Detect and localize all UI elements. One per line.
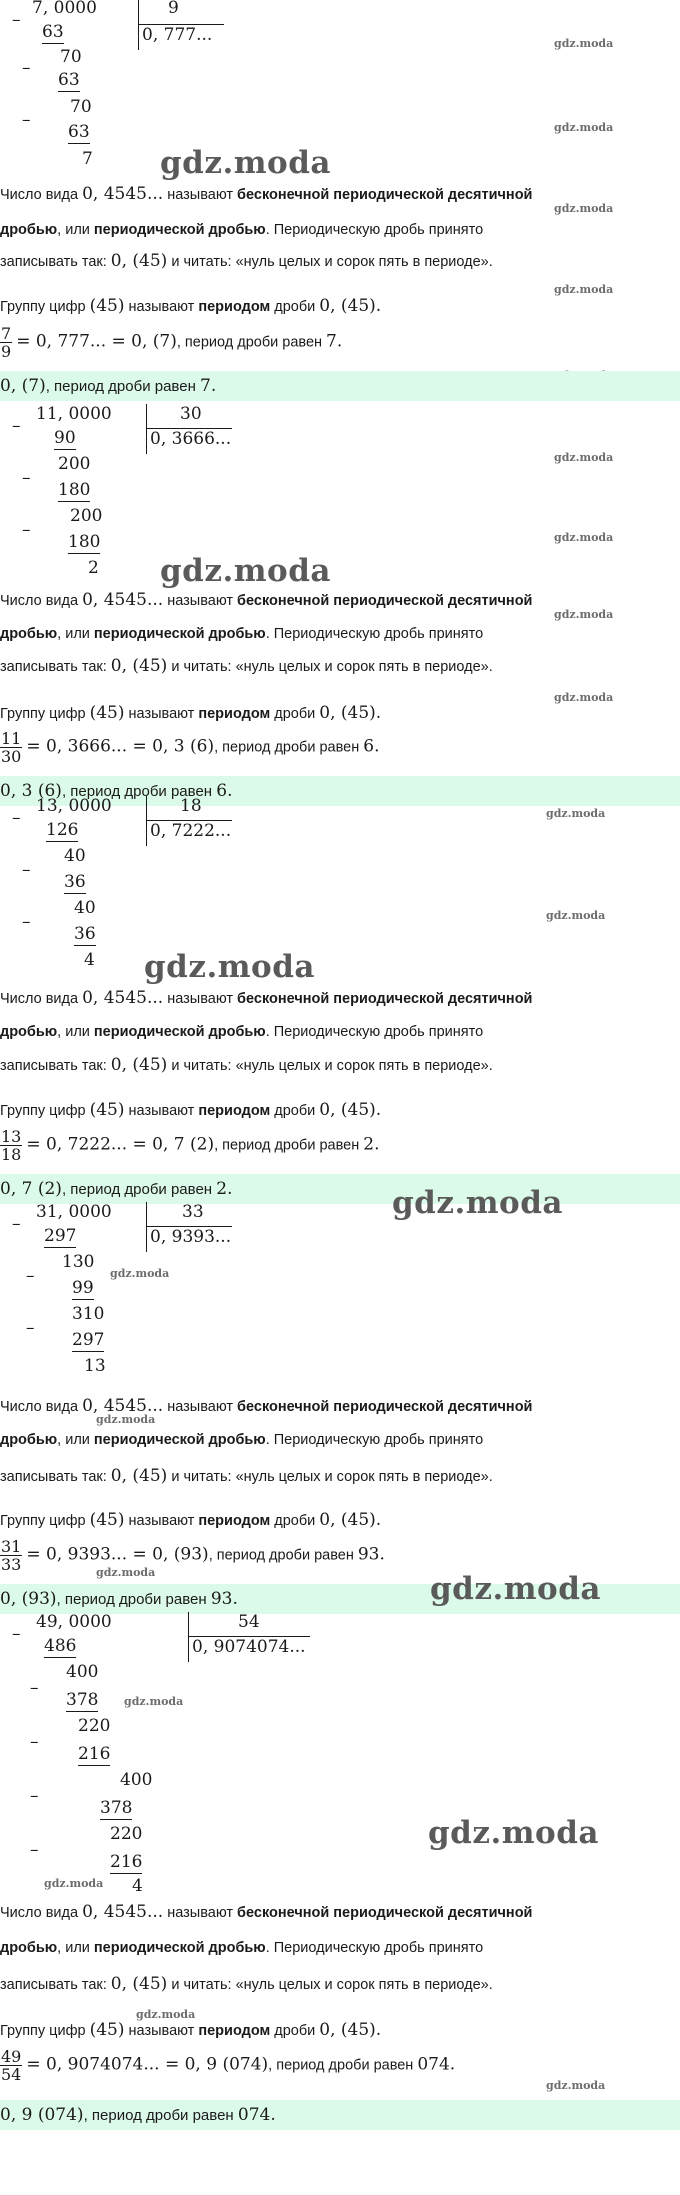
step: 400 [120, 1770, 153, 1790]
definition-line-4: Группу цифр (45) называют периодом дроби 0, (45). [0, 703, 382, 723]
long-division-3 [0, 796, 680, 976]
long-division-1 [0, 0, 680, 180]
answer-2: 0, 3 (6), период дроби равен 6. [0, 776, 680, 806]
step: 400 [66, 1662, 99, 1682]
division-bar [138, 0, 139, 50]
minus-sign: – [22, 468, 31, 488]
step: 378 [66, 1690, 99, 1710]
watermark: gdz.moda [554, 37, 614, 50]
watermark: gdz.moda [554, 121, 614, 134]
watermark: gdz.moda [554, 691, 614, 704]
dividend: 49, 0000 [36, 1612, 112, 1632]
step: 90 [54, 428, 76, 448]
definition-line-3: записывать так: 0, (45) и читать: «нуль целых и сорок пять в периоде». [0, 251, 493, 271]
division-bar [146, 1202, 147, 1252]
definition-line-2: дробью, или периодической дробью. Периодическую дробь принято [0, 1940, 484, 1956]
step: 216 [110, 1852, 143, 1872]
answer-5: 0, 9 (074), период дроби равен 074. [0, 2100, 680, 2130]
watermark: gdz.moda [124, 1695, 184, 1708]
watermark: gdz.moda [136, 2008, 196, 2021]
step: 297 [72, 1330, 105, 1350]
dividend: 11, 0000 [36, 404, 112, 424]
dividend: 13, 0000 [36, 796, 112, 816]
watermark: gdz.moda [160, 145, 331, 181]
step: 220 [110, 1824, 143, 1844]
definition-line-1: Число вида 0, 4545... называют бесконечной периодической десятичной [0, 988, 533, 1008]
minus-sign: – [12, 1214, 21, 1234]
step: 220 [78, 1716, 111, 1736]
watermark: gdz.moda [392, 1185, 563, 1221]
minus-sign: – [22, 520, 31, 540]
equation-1: $\frac{7}{9}$ = 0, 777... = 0, (7), период дроби равен 7. [1, 324, 343, 361]
step: 4 [84, 950, 95, 970]
watermark: gdz.moda [96, 1413, 156, 1426]
divisor: 30 [180, 404, 202, 424]
step: 297 [44, 1226, 77, 1246]
step: 13 [84, 1356, 106, 1376]
definition-line-2: дробью, или периодической дробью. Периодическую дробь принято [0, 1024, 484, 1040]
minus-sign: – [26, 1318, 35, 1338]
watermark: gdz.moda [546, 2079, 606, 2092]
long-division-4 [0, 1202, 680, 1382]
definition-line-1: Число вида 0, 4545... называют бесконечной периодической десятичной [0, 184, 533, 204]
minus-sign: – [22, 912, 31, 932]
dividend: 31, 0000 [36, 1202, 112, 1222]
step: 200 [70, 506, 103, 526]
definition-line-2: дробью, или периодической дробью. Периодическую дробь принято [0, 1432, 484, 1448]
definition-line-4: Группу цифр (45) называют периодом дроби 0, (45). [0, 1100, 382, 1120]
quotient: 0, 9074074... [192, 1637, 306, 1657]
step: 216 [78, 1744, 111, 1764]
watermark: gdz.moda [546, 909, 606, 922]
watermark: gdz.moda [110, 1267, 170, 1280]
watermark: gdz.moda [554, 202, 614, 215]
divisor: 54 [238, 1612, 260, 1632]
step: 2 [88, 558, 99, 578]
watermark: gdz.moda [554, 608, 614, 621]
step: 40 [74, 898, 96, 918]
quotient: 0, 9393... [150, 1227, 232, 1247]
step: 36 [74, 924, 96, 944]
watermark: gdz.moda [160, 553, 331, 589]
watermark: gdz.moda [428, 1815, 599, 1851]
quotient: 0, 777... [142, 25, 213, 45]
step: 63 [68, 122, 90, 142]
division-bar [146, 404, 147, 454]
definition-line-4: Группу цифр (45) называют периодом дроби 0, (45). [0, 1510, 382, 1530]
step: 36 [64, 872, 86, 892]
step: 486 [44, 1636, 77, 1656]
step: 200 [58, 454, 91, 474]
watermark: gdz.moda [96, 1566, 156, 1579]
minus-sign: – [12, 416, 21, 436]
step: 70 [70, 97, 92, 117]
step: 70 [60, 47, 82, 67]
fraction: $\frac{13}{18}$ [1, 1127, 22, 1164]
step: 180 [58, 480, 91, 500]
divisor: 33 [182, 1202, 204, 1222]
division-bar [146, 796, 147, 846]
equation-5: $\frac{49}{54}$ = 0, 9074074... = 0, 9 (074), период дроби равен 074. [1, 2047, 456, 2084]
step: 4 [132, 1876, 143, 1896]
definition-line-4: Группу цифр (45) называют периодом дроби 0, (45). [0, 296, 382, 316]
minus-sign: – [30, 1786, 39, 1806]
step: 378 [100, 1798, 133, 1818]
watermark: gdz.moda [430, 1571, 601, 1607]
fraction: $\frac{11}{30}$ [1, 729, 22, 766]
step: 126 [46, 820, 79, 840]
divisor: 9 [168, 0, 179, 18]
definition-line-1: Число вида 0, 4545... называют бесконечной периодической десятичной [0, 1902, 533, 1922]
equation-2: $\frac{11}{30}$ = 0, 3666... = 0, 3 (6), период дроби равен 6. [1, 729, 380, 766]
fraction: $\frac{49}{54}$ [1, 2047, 22, 2084]
watermark: gdz.moda [554, 283, 614, 296]
minus-sign: – [22, 110, 31, 130]
watermark: gdz.moda [554, 451, 614, 464]
quotient: 0, 3666... [150, 429, 232, 449]
quotient: 0, 7222... [150, 821, 232, 841]
watermark: gdz.moda [144, 949, 315, 985]
minus-sign: – [22, 58, 31, 78]
minus-sign: – [22, 860, 31, 880]
long-division-2 [0, 404, 680, 584]
answer-1: 0, (7), период дроби равен 7. [0, 371, 680, 401]
step: 310 [72, 1304, 105, 1324]
minus-sign: – [26, 1266, 35, 1286]
definition-line-4: Группу цифр (45) называют периодом дроби 0, (45). [0, 2020, 382, 2040]
fraction: $\frac{31}{33}$ [1, 1537, 22, 1574]
minus-sign: – [12, 808, 21, 828]
watermark: gdz.moda [44, 1877, 104, 1890]
minus-sign: – [30, 1678, 39, 1698]
step: 7 [82, 149, 93, 169]
step: 99 [72, 1278, 94, 1298]
definition-line-2: дробью, или периодической дробью. Периодическую дробь принято [0, 626, 484, 642]
watermark: gdz.moda [554, 531, 614, 544]
definition-line-2: дробью, или периодической дробью. Периодическую дробь принято [0, 222, 484, 238]
dividend: 7, 0000 [32, 0, 97, 18]
definition-line-3: записывать так: 0, (45) и читать: «нуль целых и сорок пять в периоде». [0, 1974, 493, 1994]
step: 180 [68, 532, 101, 552]
definition-line-3: записывать так: 0, (45) и читать: «нуль целых и сорок пять в периоде». [0, 1466, 493, 1486]
division-bar [188, 1612, 189, 1662]
definition-line-1: Число вида 0, 4545... называют бесконечной периодической десятичной [0, 590, 533, 610]
step: 40 [64, 846, 86, 866]
definition-line-1: Число вида 0, 4545... называют бесконечной периодической десятичной [0, 1396, 533, 1416]
divisor: 18 [180, 796, 202, 816]
answer-3: 0, 7 (2), период дроби равен 2. [0, 1174, 680, 1204]
step: 130 [62, 1252, 95, 1272]
fraction: $\frac{7}{9}$ [1, 324, 12, 361]
answer-4: 0, (93), период дроби равен 93. [0, 1584, 680, 1614]
minus-sign: – [30, 1840, 39, 1860]
watermark: gdz.moda [546, 807, 606, 820]
definition-line-3: записывать так: 0, (45) и читать: «нуль целых и сорок пять в периоде». [0, 1055, 493, 1075]
equation-4: $\frac{31}{33}$ = 0, 9393... = 0, (93), период дроби равен 93. [1, 1537, 385, 1574]
equation-3: $\frac{13}{18}$ = 0, 7222... = 0, 7 (2), период дроби равен 2. [1, 1127, 380, 1164]
definition-line-3: записывать так: 0, (45) и читать: «нуль целых и сорок пять в периоде». [0, 656, 493, 676]
minus-sign: – [30, 1732, 39, 1752]
step: 63 [42, 22, 64, 42]
minus-sign: – [12, 10, 21, 30]
step: 63 [58, 70, 80, 90]
minus-sign: – [12, 1624, 21, 1644]
